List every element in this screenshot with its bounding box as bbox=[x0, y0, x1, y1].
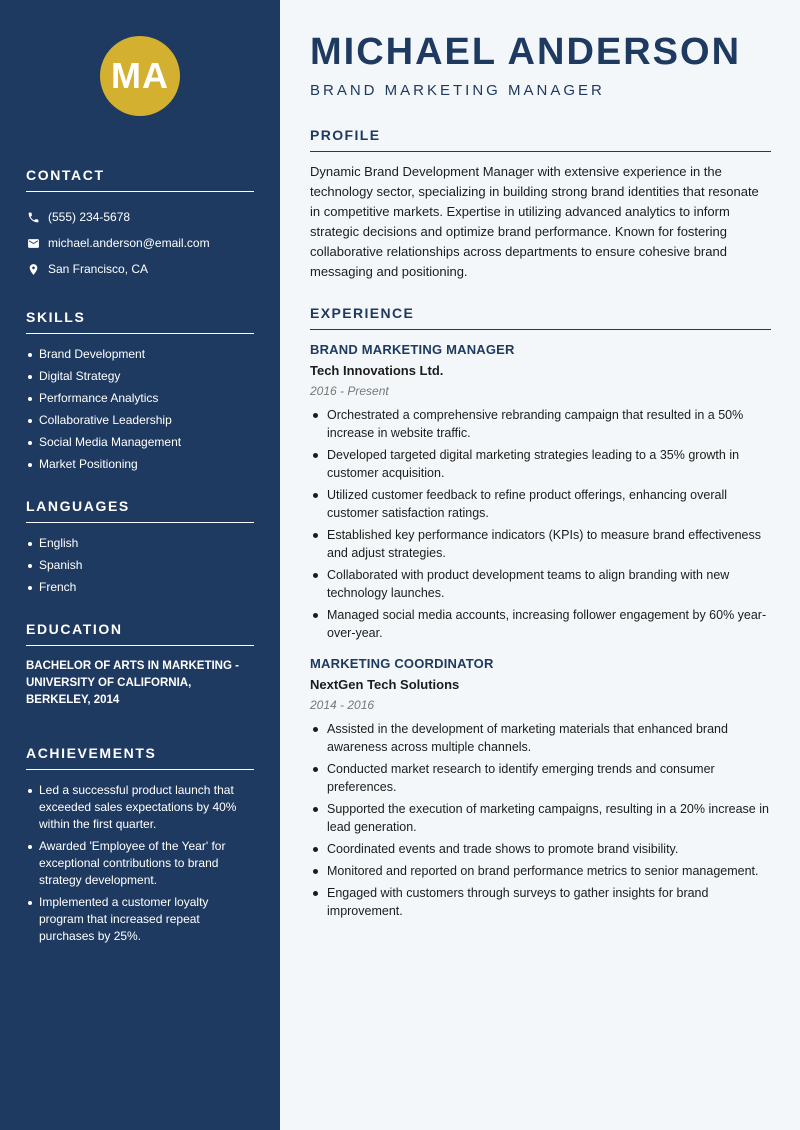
job-bullet: Monitored and reported on brand performance metrics to senior management. bbox=[310, 862, 771, 880]
job-bullet: Managed social media accounts, increasing follower engagement by 60% year-over-year. bbox=[310, 606, 771, 642]
education-section bbox=[26, 621, 254, 709]
job-bullet: Conducted market research to identify emerging trends and consumer preferences. bbox=[310, 760, 771, 796]
contact-heading: CONTACT bbox=[26, 167, 254, 192]
job-bullet: Orchestrated a comprehensive rebranding campaign that resulted in a 50% increase in website traffic. bbox=[310, 406, 771, 442]
avatar bbox=[100, 36, 180, 116]
candidate-title: BRAND MARKETING MANAGER bbox=[310, 82, 605, 99]
achievements-heading: ACHIEVEMENTS bbox=[26, 745, 254, 770]
language-item: French bbox=[26, 579, 254, 596]
language-item: Spanish bbox=[26, 557, 254, 574]
job-company: NextGen Tech Solutions bbox=[310, 677, 460, 692]
profile-heading: PROFILE bbox=[310, 127, 771, 152]
location-pin-icon bbox=[26, 262, 40, 276]
profile-section bbox=[310, 127, 771, 282]
job-entry bbox=[310, 342, 771, 642]
email-icon bbox=[26, 236, 40, 250]
achievement-item: Implemented a customer loyalty program that increased repeat purchases by 25%. bbox=[26, 894, 254, 945]
job-bullets bbox=[310, 406, 771, 642]
job-bullet: Engaged with customers through surveys to gather insights for brand improvement. bbox=[310, 884, 771, 920]
contact-phone bbox=[26, 204, 254, 230]
skills-list bbox=[26, 346, 254, 473]
skills-heading: SKILLS bbox=[26, 309, 254, 334]
education-heading: EDUCATION bbox=[26, 621, 254, 646]
job-bullet: Collaborated with product development teams to align branding with new technology launches. bbox=[310, 566, 771, 602]
job-title: MARKETING COORDINATOR bbox=[310, 656, 494, 671]
contact-section bbox=[26, 167, 254, 282]
skill-item: Collaborative Leadership bbox=[26, 412, 254, 429]
avatar-initials: MA bbox=[111, 55, 169, 96]
job-bullet: Supported the execution of marketing campaigns, resulting in a 20% increase in lead generation. bbox=[310, 800, 771, 836]
job-entry bbox=[310, 656, 771, 920]
job-bullet: Established key performance indicators (KPIs) to measure brand effectiveness and adjust strategies. bbox=[310, 526, 771, 562]
location-text: San Francisco, CA bbox=[48, 262, 149, 276]
languages-section bbox=[26, 498, 254, 596]
contact-email bbox=[26, 230, 254, 256]
job-title: BRAND MARKETING MANAGER bbox=[310, 342, 515, 357]
job-bullets bbox=[310, 720, 771, 920]
experience-section bbox=[310, 305, 771, 920]
skill-item: Market Positioning bbox=[26, 456, 254, 473]
job-bullet: Utilized customer feedback to refine product offerings, enhancing overall customer satisfaction ratings. bbox=[310, 486, 771, 522]
profile-text: Dynamic Brand Development Manager with extensive experience in the technology sector, specializing in building strong brand identities that resonate in competitive markets. Expertise in utilizing advanced analytics to inform strategic decisions and optimize brand performance. Known for fostering collaborative relationships across departments to ensure cohesive brand messaging and positioning. bbox=[310, 164, 759, 279]
achievement-item: Awarded 'Employee of the Year' for exceptional contributions to brand strategy development. bbox=[26, 838, 254, 889]
job-bullet: Assisted in the development of marketing materials that enhanced brand awareness across multiple channels. bbox=[310, 720, 771, 756]
skill-item: Social Media Management bbox=[26, 434, 254, 451]
job-dates: 2016 - Present bbox=[310, 384, 389, 398]
education-degree: BACHELOR OF ARTS IN MARKETING - UNIVERSITY OF CALIFORNIA, BERKELEY, 2014 bbox=[26, 660, 239, 706]
job-dates: 2014 - 2016 bbox=[310, 698, 375, 712]
experience-heading: EXPERIENCE bbox=[310, 305, 771, 330]
job-company: Tech Innovations Ltd. bbox=[310, 363, 444, 378]
achievements-section bbox=[26, 745, 254, 945]
achievement-item: Led a successful product launch that exceeded sales expectations by 40% within the first quarter. bbox=[26, 782, 254, 833]
email-text: michael.anderson@email.com bbox=[48, 236, 210, 250]
language-item: English bbox=[26, 535, 254, 552]
sidebar bbox=[0, 0, 280, 1130]
languages-list bbox=[26, 535, 254, 596]
phone-text: (555) 234-5678 bbox=[48, 210, 131, 224]
achievements-list bbox=[26, 782, 254, 945]
job-bullet: Coordinated events and trade shows to promote brand visibility. bbox=[310, 840, 771, 858]
skill-item: Performance Analytics bbox=[26, 390, 254, 407]
phone-icon bbox=[26, 210, 40, 224]
job-bullet: Developed targeted digital marketing strategies leading to a 35% growth in customer acquisition. bbox=[310, 446, 771, 482]
skill-item: Brand Development bbox=[26, 346, 254, 363]
main-content bbox=[310, 30, 771, 924]
languages-heading: LANGUAGES bbox=[26, 498, 254, 523]
skills-section bbox=[26, 309, 254, 473]
contact-location bbox=[26, 256, 254, 282]
candidate-name: MICHAEL ANDERSON bbox=[310, 31, 742, 73]
skill-item: Digital Strategy bbox=[26, 368, 254, 385]
